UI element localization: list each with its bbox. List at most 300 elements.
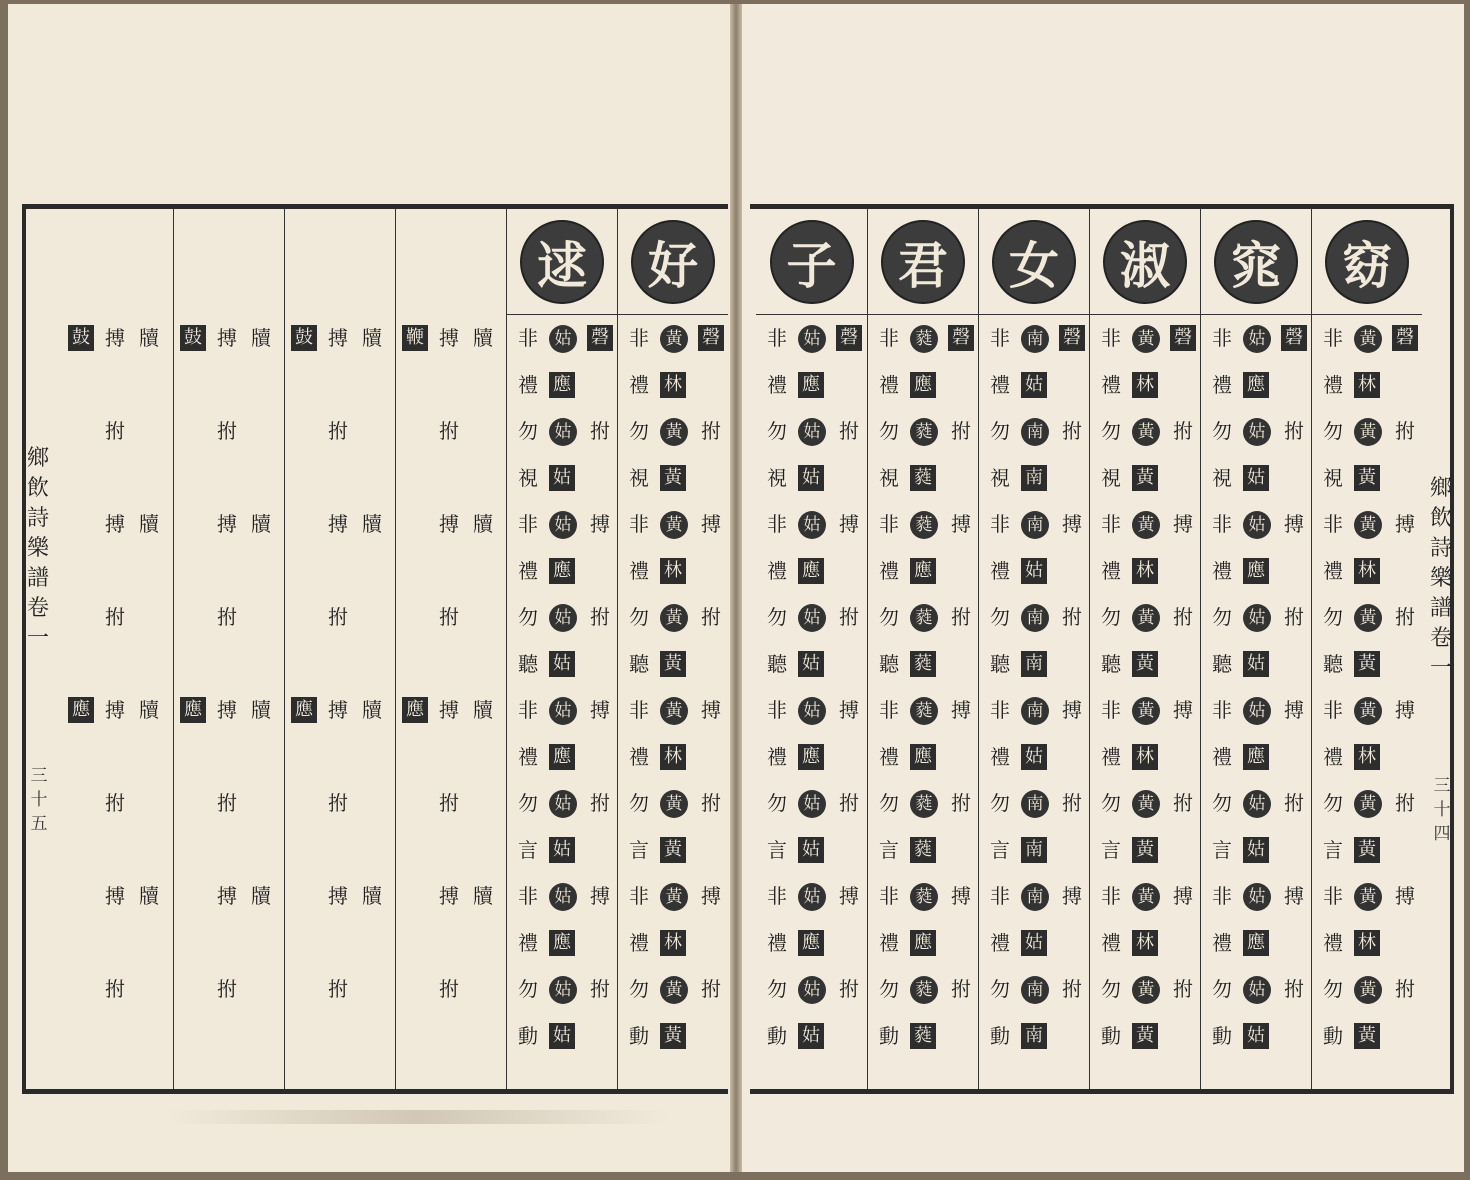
drum-mark: 拊 [328, 419, 348, 443]
percussion-mark: 拊 [1284, 605, 1304, 629]
lyric-char: 禮 [990, 744, 1010, 769]
lyric-char: 視 [1323, 465, 1343, 490]
lyric-char: 言 [1212, 837, 1232, 862]
pitch-note: 姑 [1243, 651, 1269, 677]
percussion-mark: 搏 [839, 884, 859, 908]
drum-mark: 牘 [473, 698, 493, 722]
lyric-char: 勿 [767, 605, 787, 629]
pitch-note: 姑 [798, 976, 826, 1004]
lyric-char: 非 [1323, 698, 1343, 722]
drum-mark: 搏 [439, 884, 459, 908]
pitch-note: 姑 [1243, 465, 1269, 491]
percussion-mark: 拊 [951, 977, 971, 1001]
lyric-char: 勿 [1101, 419, 1121, 443]
pitch-note: 林 [660, 558, 686, 584]
drum-mark: 拊 [439, 977, 459, 1001]
percussion-mark: 搏 [951, 698, 971, 722]
lyric-char: 非 [879, 326, 899, 350]
pitch-note: 姑 [798, 1023, 824, 1049]
drum-mark: 搏 [328, 884, 348, 908]
lyric-char: 非 [1101, 698, 1121, 722]
lyric-char: 勿 [1323, 605, 1343, 629]
lyric-char: 禮 [1212, 930, 1232, 955]
pitch-note: 黃 [660, 1023, 686, 1049]
pitch-note: 姑 [549, 790, 577, 818]
lyric-char: 禮 [1323, 930, 1343, 955]
percussion-mark: 拊 [1284, 977, 1304, 1001]
pitch-note: 姑 [798, 651, 824, 677]
lyric-char: 非 [518, 326, 538, 350]
drum-mark: 搏 [439, 698, 459, 722]
percussion-mark: 搏 [701, 698, 721, 722]
percussion-mark: 拊 [590, 419, 610, 443]
pitch-note: 黃 [660, 790, 688, 818]
drum-mark: 搏 [105, 884, 125, 908]
lyric-char: 勿 [518, 605, 538, 629]
drum-mark: 牘 [139, 698, 159, 722]
chime-mark: 磬 [587, 325, 613, 351]
lyric-char: 非 [990, 326, 1010, 350]
percussion-mark: 搏 [839, 698, 859, 722]
pitch-note: 南 [1021, 465, 1047, 491]
pitch-note: 姑 [1243, 976, 1271, 1004]
lyric-char: 禮 [1323, 372, 1343, 397]
left-page-number: 三 十 五 [30, 766, 48, 834]
pitch-note: 林 [660, 372, 686, 398]
pitch-note: 黃 [1132, 465, 1158, 491]
percussion-mark: 拊 [839, 791, 859, 815]
lyric-char: 禮 [518, 930, 538, 955]
pitch-note: 姑 [549, 418, 577, 446]
chime-mark: 磬 [1281, 325, 1307, 351]
pitch-note: 黃 [1132, 837, 1158, 863]
pitch-note: 蕤 [910, 837, 936, 863]
pitch-note: 黃 [1354, 418, 1382, 446]
lyric-char: 視 [990, 465, 1010, 490]
pitch-note: 姑 [1021, 744, 1047, 770]
drum-mark: 拊 [105, 419, 125, 443]
lyric-char: 視 [879, 465, 899, 490]
pitch-note: 林 [660, 930, 686, 956]
lyric-char: 非 [1212, 698, 1232, 722]
right-margin-title: 鄉 飲 詩 樂 譜 卷 一 [1429, 476, 1452, 681]
percussion-mark: 搏 [1173, 698, 1193, 722]
lyric-char: 禮 [518, 558, 538, 583]
pitch-note: 黃 [1132, 325, 1160, 353]
lyric-char: 禮 [518, 744, 538, 769]
drum-mark: 拊 [217, 419, 237, 443]
pitch-note: 蕤 [910, 651, 936, 677]
drum-mark: 應 [68, 697, 94, 723]
lyric-seal: 淑 [1103, 220, 1187, 304]
column-heading [618, 209, 728, 315]
pitch-note: 姑 [549, 604, 577, 632]
lyric-char: 勿 [629, 791, 649, 815]
pitch-note: 應 [1243, 744, 1269, 770]
lyric-seal: 逑 [520, 220, 604, 304]
lyric-char: 禮 [1101, 930, 1121, 955]
lyric-char: 勿 [879, 791, 899, 815]
drum-mark: 應 [180, 697, 206, 723]
drum-mark: 牘 [473, 326, 493, 350]
lyric-char: 非 [879, 884, 899, 908]
right-music-column [978, 209, 1089, 1089]
lyric-char: 言 [990, 837, 1010, 862]
pitch-note: 黃 [1132, 604, 1160, 632]
lyric-char: 言 [767, 837, 787, 862]
lyric-char: 言 [1323, 837, 1343, 862]
pitch-note: 應 [549, 372, 575, 398]
drum-mark: 牘 [473, 884, 493, 908]
pitch-note: 南 [1021, 697, 1049, 725]
lyric-seal: 好 [631, 220, 715, 304]
drum-mark: 拊 [105, 791, 125, 815]
pitch-note: 姑 [798, 604, 826, 632]
pitch-note: 黃 [660, 697, 688, 725]
right-page [742, 4, 1464, 1172]
right-music-column [1200, 209, 1311, 1089]
lyric-char: 非 [1212, 512, 1232, 536]
drum-mark: 拊 [328, 977, 348, 1001]
lyric-char: 禮 [1212, 372, 1232, 397]
pitch-note: 黃 [660, 976, 688, 1004]
lyric-char: 勿 [629, 977, 649, 1001]
pitch-note: 應 [549, 930, 575, 956]
pitch-note: 南 [1021, 1023, 1047, 1049]
percussion-mark: 拊 [1284, 791, 1304, 815]
pitch-note: 姑 [1243, 837, 1269, 863]
lyric-char: 動 [990, 1023, 1010, 1048]
lyric-char: 聽 [1101, 651, 1121, 676]
percussion-mark: 拊 [701, 977, 721, 1001]
pitch-note: 南 [1021, 790, 1049, 818]
drum-mark: 牘 [251, 884, 271, 908]
drum-mark: 搏 [217, 326, 237, 350]
pitch-note: 黃 [660, 511, 688, 539]
pitch-note: 姑 [1243, 1023, 1269, 1049]
pitch-note: 黃 [660, 325, 688, 353]
column-heading [868, 209, 978, 315]
lyric-char: 禮 [879, 558, 899, 583]
pitch-note: 姑 [1243, 511, 1271, 539]
pitch-note: 蕤 [910, 604, 938, 632]
lyric-char: 聽 [1323, 651, 1343, 676]
percussion-mark: 搏 [1284, 884, 1304, 908]
lyric-char: 非 [629, 884, 649, 908]
drum-mark: 牘 [362, 326, 382, 350]
left-columns [52, 209, 728, 1089]
drum-mark: 牘 [251, 512, 271, 536]
percussion-mark: 拊 [951, 605, 971, 629]
lyric-char: 聽 [518, 651, 538, 676]
lyric-char: 聽 [629, 651, 649, 676]
pitch-note: 黃 [1354, 604, 1382, 632]
pitch-note: 南 [1021, 883, 1049, 911]
lyric-char: 勿 [1101, 791, 1121, 815]
lyric-char: 非 [1323, 884, 1343, 908]
column-heading [507, 209, 617, 315]
drum-name: 鼓 [291, 325, 317, 351]
lyric-char: 禮 [990, 558, 1010, 583]
lyric-char: 勿 [990, 419, 1010, 443]
lyric-char: 言 [879, 837, 899, 862]
pitch-note: 姑 [1021, 930, 1047, 956]
lyric-char: 視 [518, 465, 538, 490]
pitch-note: 應 [910, 372, 936, 398]
pitch-note: 黃 [1354, 697, 1382, 725]
lyric-char: 非 [990, 512, 1010, 536]
right-music-column [756, 209, 867, 1089]
column-heading [756, 209, 867, 315]
lyric-char: 勿 [990, 605, 1010, 629]
pitch-note: 黃 [1354, 790, 1382, 818]
chime-mark: 磬 [836, 325, 862, 351]
pitch-note: 南 [1021, 604, 1049, 632]
pitch-note: 姑 [1021, 558, 1047, 584]
pitch-note: 應 [798, 744, 824, 770]
pitch-note: 應 [798, 558, 824, 584]
pitch-note: 蕤 [910, 883, 938, 911]
chime-mark: 磬 [1059, 325, 1085, 351]
lyric-char: 禮 [767, 930, 787, 955]
pitch-note: 林 [660, 744, 686, 770]
lyric-char: 非 [990, 884, 1010, 908]
percussion-mark: 搏 [590, 884, 610, 908]
drum-mark: 搏 [105, 698, 125, 722]
drum-mark: 拊 [217, 977, 237, 1001]
percussion-mark: 拊 [1062, 419, 1082, 443]
percussion-mark: 拊 [1173, 977, 1193, 1001]
lyric-char: 禮 [879, 744, 899, 769]
chime-mark: 磬 [1170, 325, 1196, 351]
lyric-char: 禮 [629, 558, 649, 583]
lyric-char: 動 [767, 1023, 787, 1048]
pitch-note: 黃 [660, 604, 688, 632]
right-columns [750, 209, 1422, 1089]
lyric-char: 非 [1101, 512, 1121, 536]
pitch-note: 姑 [549, 976, 577, 1004]
lyric-char: 勿 [767, 977, 787, 1001]
pitch-note: 姑 [549, 651, 575, 677]
lyric-char: 言 [518, 837, 538, 862]
lyric-char: 聽 [767, 651, 787, 676]
pitch-note: 南 [1021, 511, 1049, 539]
lyric-char: 非 [1212, 326, 1232, 350]
drum-mark: 拊 [439, 605, 459, 629]
drum-mark: 牘 [139, 884, 159, 908]
lyric-char: 勿 [767, 791, 787, 815]
percussion-mark: 拊 [590, 605, 610, 629]
percussion-mark: 搏 [1284, 698, 1304, 722]
pitch-note: 姑 [1243, 790, 1271, 818]
lyric-char: 勿 [1212, 419, 1232, 443]
percussion-mark: 拊 [1395, 419, 1415, 443]
pitch-note: 蕤 [910, 465, 936, 491]
lyric-char: 禮 [990, 372, 1010, 397]
pitch-note: 黃 [1132, 1023, 1158, 1049]
pitch-note: 黃 [1354, 976, 1382, 1004]
lyric-char: 聽 [1212, 651, 1232, 676]
page-stain [168, 1110, 668, 1124]
lyric-char: 視 [629, 465, 649, 490]
left-page [8, 4, 730, 1172]
lyric-char: 禮 [1101, 744, 1121, 769]
drum-name: 鞭 [402, 325, 428, 351]
drum-mark: 搏 [105, 512, 125, 536]
lyric-char: 勿 [767, 419, 787, 443]
percussion-mark: 搏 [1284, 512, 1304, 536]
drum-mark: 搏 [217, 884, 237, 908]
pitch-note: 林 [1132, 372, 1158, 398]
lyric-char: 勿 [879, 605, 899, 629]
pitch-note: 姑 [798, 465, 824, 491]
percussion-mark: 拊 [951, 419, 971, 443]
pitch-note: 南 [1021, 837, 1047, 863]
pitch-note: 黃 [1132, 790, 1160, 818]
lyric-char: 禮 [767, 744, 787, 769]
pitch-note: 應 [549, 558, 575, 584]
percussion-mark: 拊 [1173, 419, 1193, 443]
percussion-mark: 搏 [1173, 884, 1193, 908]
lyric-char: 勿 [1323, 977, 1343, 1001]
drum-mark: 拊 [217, 605, 237, 629]
pitch-note: 姑 [1021, 372, 1047, 398]
percussion-mark: 拊 [590, 977, 610, 1001]
lyric-char: 非 [1101, 326, 1121, 350]
lyric-char: 動 [1323, 1023, 1343, 1048]
percussion-mark: 拊 [1284, 419, 1304, 443]
percussion-mark: 拊 [1395, 977, 1415, 1001]
pitch-note: 姑 [549, 511, 577, 539]
lyric-seal: 窈 [1325, 220, 1409, 304]
pitch-note: 應 [798, 372, 824, 398]
lyric-char: 聽 [990, 651, 1010, 676]
left-music-column [506, 209, 617, 1089]
percussion-mark: 搏 [839, 512, 859, 536]
pitch-note: 姑 [1243, 883, 1271, 911]
drum-mark: 拊 [439, 419, 459, 443]
lyric-char: 非 [518, 512, 538, 536]
pitch-note: 黃 [1132, 511, 1160, 539]
lyric-char: 勿 [1212, 977, 1232, 1001]
lyric-char: 非 [629, 698, 649, 722]
lyric-char: 禮 [1101, 558, 1121, 583]
lyric-char: 非 [767, 698, 787, 722]
lyric-char: 聽 [879, 651, 899, 676]
pitch-note: 黃 [1354, 651, 1380, 677]
left-drum-column [173, 209, 284, 1089]
chime-mark: 磬 [1392, 325, 1418, 351]
percussion-mark: 拊 [1395, 605, 1415, 629]
pitch-note: 南 [1021, 418, 1049, 446]
pitch-note: 姑 [549, 465, 575, 491]
pitch-note: 黃 [660, 465, 686, 491]
pitch-note: 應 [1243, 558, 1269, 584]
percussion-mark: 拊 [1395, 791, 1415, 815]
pitch-note: 黃 [1132, 883, 1160, 911]
percussion-mark: 搏 [1395, 884, 1415, 908]
lyric-char: 非 [767, 884, 787, 908]
percussion-mark: 搏 [1062, 698, 1082, 722]
pitch-note: 姑 [549, 883, 577, 911]
chime-mark: 磬 [948, 325, 974, 351]
pitch-note: 黃 [660, 651, 686, 677]
pitch-note: 黃 [1132, 418, 1160, 446]
lyric-char: 視 [1212, 465, 1232, 490]
percussion-mark: 拊 [951, 791, 971, 815]
lyric-char: 勿 [1323, 419, 1343, 443]
percussion-mark: 拊 [1173, 791, 1193, 815]
lyric-char: 勿 [1212, 791, 1232, 815]
lyric-char: 禮 [990, 930, 1010, 955]
lyric-char: 非 [879, 698, 899, 722]
pitch-note: 黃 [1354, 325, 1382, 353]
lyric-char: 動 [518, 1023, 538, 1048]
lyric-char: 禮 [1101, 372, 1121, 397]
percussion-mark: 拊 [701, 419, 721, 443]
pitch-note: 姑 [798, 837, 824, 863]
lyric-char: 勿 [990, 791, 1010, 815]
pitch-note: 姑 [1243, 418, 1271, 446]
lyric-char: 言 [1101, 837, 1121, 862]
pitch-note: 黃 [1354, 511, 1382, 539]
pitch-note: 蕤 [910, 697, 938, 725]
pitch-note: 黃 [1132, 651, 1158, 677]
lyric-char: 勿 [1323, 791, 1343, 815]
lyric-seal: 子 [770, 220, 854, 304]
percussion-mark: 搏 [701, 884, 721, 908]
drum-mark: 拊 [217, 791, 237, 815]
column-heading [1201, 209, 1311, 315]
drum-mark: 牘 [362, 884, 382, 908]
lyric-char: 非 [990, 698, 1010, 722]
lyric-seal: 窕 [1214, 220, 1298, 304]
drum-mark: 搏 [328, 512, 348, 536]
percussion-mark: 搏 [1062, 512, 1082, 536]
pitch-note: 黃 [660, 418, 688, 446]
pitch-note: 蕤 [910, 976, 938, 1004]
pitch-note: 應 [910, 744, 936, 770]
right-music-column [1089, 209, 1200, 1089]
lyric-char: 言 [629, 837, 649, 862]
lyric-char: 禮 [879, 372, 899, 397]
pitch-note: 南 [1021, 325, 1049, 353]
drum-mark: 牘 [251, 326, 271, 350]
drum-mark: 搏 [217, 512, 237, 536]
pitch-note: 姑 [549, 1023, 575, 1049]
pitch-note: 黃 [1354, 883, 1382, 911]
pitch-note: 蕤 [910, 790, 938, 818]
lyric-char: 勿 [1101, 977, 1121, 1001]
pitch-note: 姑 [798, 511, 826, 539]
pitch-note: 林 [1354, 558, 1380, 584]
lyric-char: 勿 [879, 977, 899, 1001]
pitch-note: 應 [798, 930, 824, 956]
lyric-char: 勿 [518, 791, 538, 815]
chime-mark: 磬 [698, 325, 724, 351]
pitch-note: 林 [1354, 372, 1380, 398]
drum-name: 鼓 [180, 325, 206, 351]
book-spread [8, 4, 1464, 1172]
lyric-char: 非 [1212, 884, 1232, 908]
percussion-mark: 拊 [839, 605, 859, 629]
percussion-mark: 搏 [1395, 698, 1415, 722]
percussion-mark: 搏 [951, 884, 971, 908]
column-heading [1312, 209, 1422, 315]
lyric-char: 禮 [879, 930, 899, 955]
drum-mark: 搏 [328, 326, 348, 350]
pitch-note: 姑 [1243, 325, 1271, 353]
